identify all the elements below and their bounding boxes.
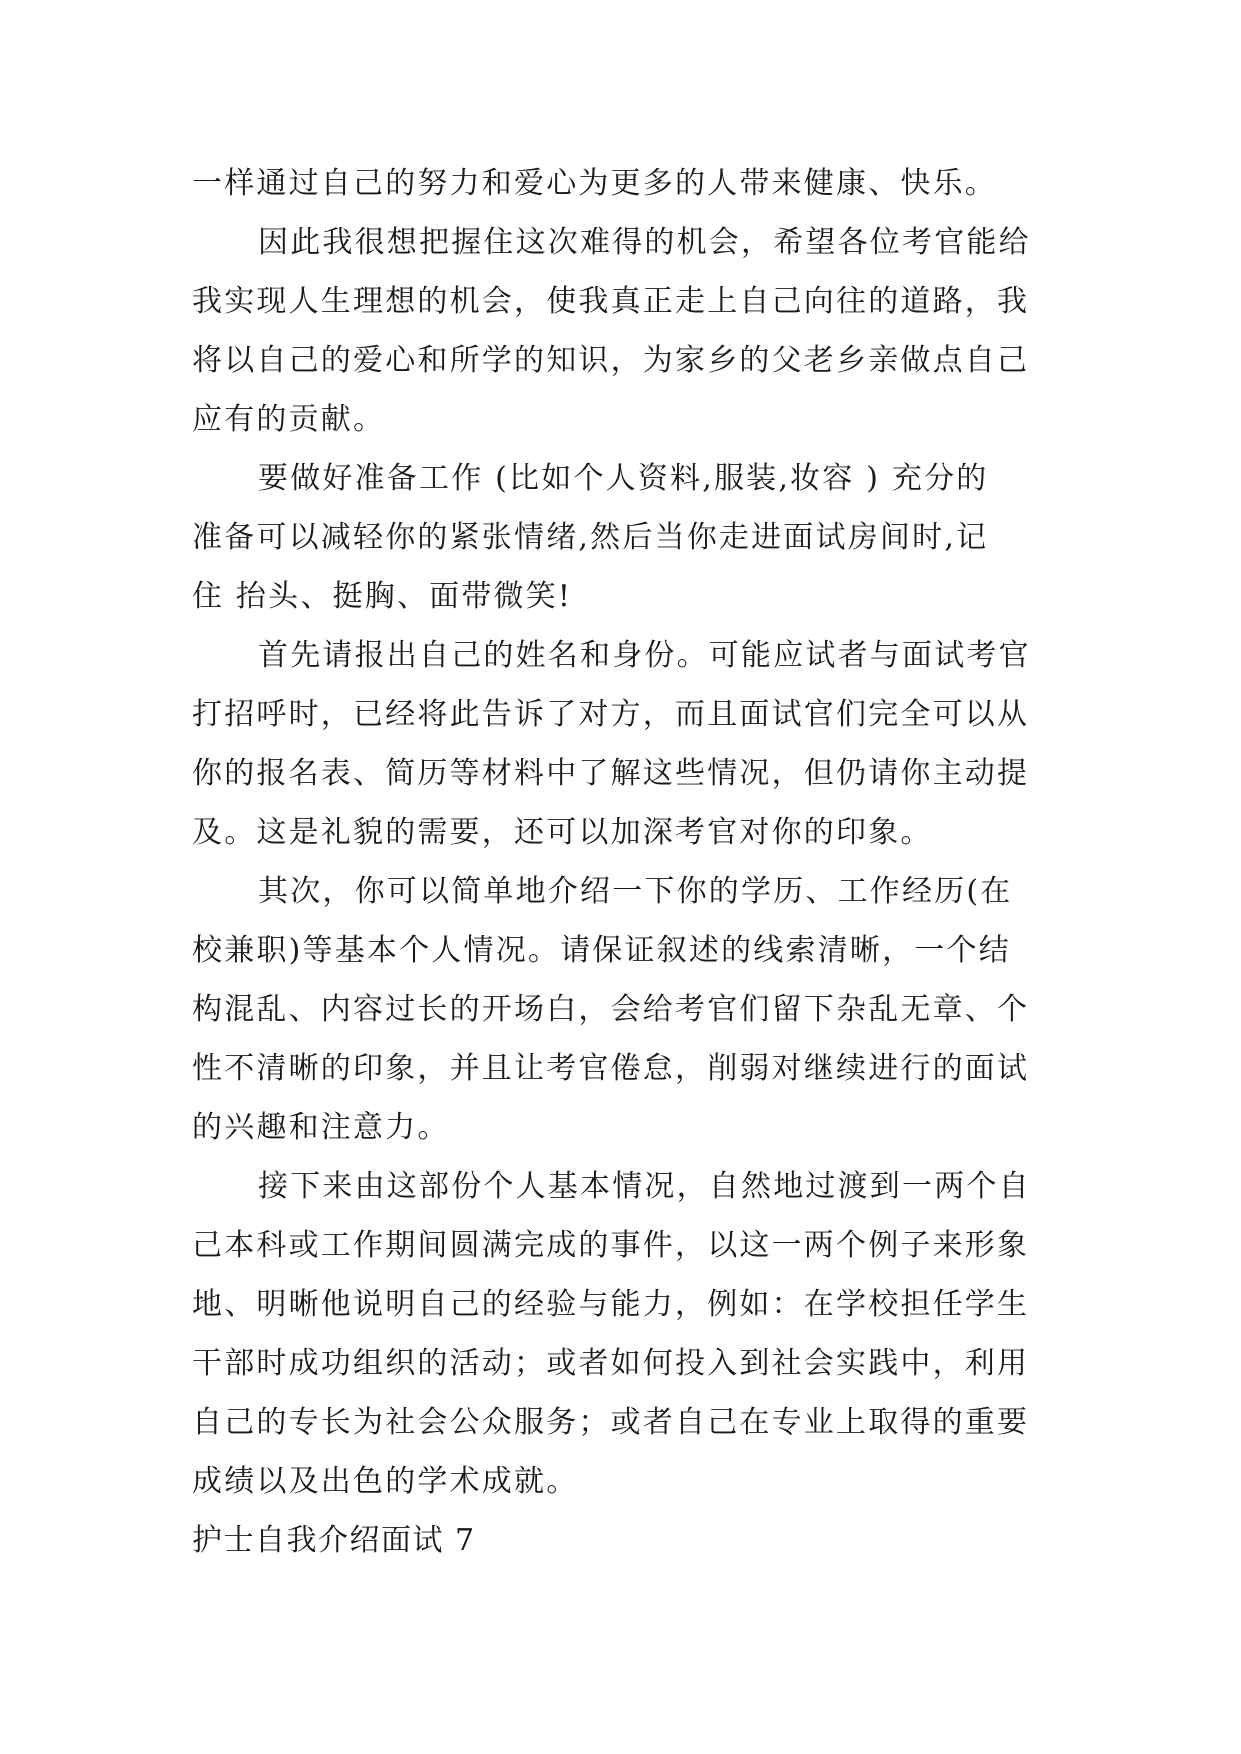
text-line: 准备可以减轻你的紧张情绪,然后当你走进面试房间时,记 [192, 520, 989, 555]
text-line: 自己的专长为社会公众服务；或者自己在专业上取得的重要 [192, 1405, 1030, 1440]
document-body [192, 154, 1052, 1570]
text-line: 应有的贡献。 [192, 402, 386, 437]
text-line: 构混乱、内容过长的开场白，会给考官们留下杂乱无章、个 [192, 992, 1030, 1027]
text-line: 打招呼时，已经将此告诉了对方，而且面试官们完全可以从 [192, 697, 1030, 732]
text-line: 干部时成功组织的活动；或者如何投入到社会实践中，利用 [192, 1346, 1030, 1381]
text-line: 住 抬头、挺胸、面带微笑! [192, 579, 573, 614]
paragraph-first-line: 首先请报出自己的姓名和身份。可能应试者与面试考官 [258, 638, 1031, 673]
paragraph-first-line: 要做好准备工作 (比如个人资料,服装,妆容 ) 充分的 [258, 461, 989, 496]
text-line: 的兴趣和注意力。 [192, 1110, 450, 1145]
text-line: 校兼职)等基本个人情况。请保证叙述的线索清晰，一个结 [192, 933, 1011, 968]
text-line: 己本科或工作期间圆满完成的事件，以这一两个例子来形象 [192, 1228, 1030, 1263]
paragraph-first-line: 因此我很想把握住这次难得的机会，希望各位考官能给 [258, 225, 1031, 260]
text-line: 性不清晰的印象，并且让考官倦怠，削弱对继续进行的面试 [192, 1051, 1030, 1086]
text-line: 及。这是礼貌的需要，还可以加深考官对你的印象。 [192, 815, 933, 850]
text-line: 将以自己的爱心和所学的知识，为家乡的父老乡亲做点自己 [192, 343, 1030, 378]
paragraph-first-line: 其次，你可以简单地介绍一下你的学历、工作经历(在 [258, 874, 1013, 909]
text-line: 一样通过自己的努力和爱心为更多的人带来健康、快乐。 [192, 166, 997, 201]
text-line: 地、明晰他说明自己的经验与能力，例如：在学校担任学生 [192, 1287, 1030, 1322]
text-line: 我实现人生理想的机会，使我真正走上自己向往的道路，我 [192, 284, 1030, 319]
paragraph-first-line: 接下来由这部份个人基本情况，自然地过渡到一两个自 [258, 1169, 1031, 1204]
text-line: 你的报名表、简历等材料中了解这些情况，但仍请你主动提 [192, 756, 1030, 791]
text-line: 成绩以及出色的学术成就。 [192, 1464, 579, 1499]
section-heading: 护士自我介绍面试 7 [192, 1523, 476, 1558]
